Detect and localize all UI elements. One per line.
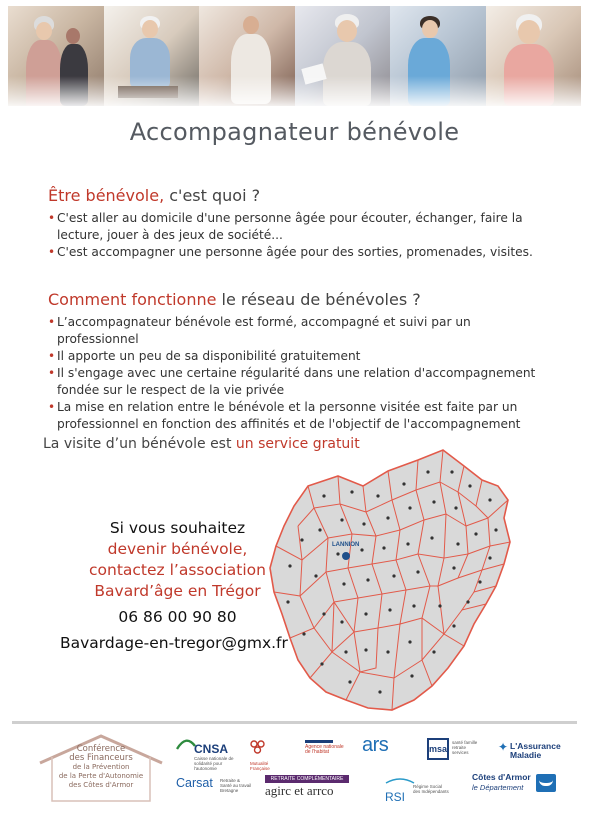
photo-card-game xyxy=(295,6,391,106)
lannion-marker xyxy=(342,552,350,560)
list-item: • Il s'engage avec une certaine régularité dans une relation d'accompagnement fondée sur le respect de la vie privée xyxy=(48,365,548,399)
rsi-swoosh-icon xyxy=(385,777,415,785)
list-item: • Il apporte un peu de sa disponibilité gratuitement xyxy=(48,348,548,365)
footer-divider xyxy=(12,721,577,724)
free-service-highlight: un service gratuit xyxy=(235,436,360,452)
photo-smiling-senior xyxy=(486,6,582,106)
contact-block xyxy=(55,518,300,652)
contact-email[interactable]: Bavardage-en-tregor@gmx.fr xyxy=(60,634,288,652)
rsi-logo: RSI Régime Social des Indépendants xyxy=(385,772,449,804)
conference-text: Conférence des Financeurs de la Prévention de la Perte d'Autonomie des Côtes d'Armor xyxy=(58,744,144,789)
photo-nurse xyxy=(390,6,486,106)
anah-logo: Agence nationale de l'habitat xyxy=(305,740,345,755)
contact-line-2: devenir bénévole, xyxy=(107,540,248,558)
mutualite-logo: Mutualité Française xyxy=(250,740,286,771)
photo-caregiver xyxy=(199,6,295,106)
contact-line-3: contactez l’association xyxy=(89,561,266,579)
heading-red-part: Être bénévole, xyxy=(48,186,165,205)
ars-logo: ars xyxy=(362,734,389,756)
photo-banner xyxy=(8,6,581,106)
list-item: • C'est accompagner une personne âgée pour des sorties, promenades, visites. xyxy=(48,244,548,261)
section-network-heading xyxy=(48,290,421,309)
conference-financeurs-logo xyxy=(38,733,164,805)
section-what-is-list xyxy=(48,210,548,261)
list-item: • C'est aller au domicile d'une personne âgée pour écouter, échanger, faire la lecture, jouer à des jeux de société... xyxy=(48,210,548,244)
contact-line-1: Si vous souhaitez xyxy=(109,519,246,537)
photo-walking-couple xyxy=(8,6,104,106)
section-network-list xyxy=(48,314,548,433)
assurance-maladie-icon: ✦ xyxy=(498,740,509,754)
agirc-arrco-logo: RETRAITE COMPLÉMENTAIRE agirc et arrco xyxy=(265,775,349,799)
section-what-is-volunteering-heading xyxy=(48,186,260,205)
tregor-map xyxy=(268,446,520,714)
mutualite-grapes-icon xyxy=(250,740,268,756)
list-item: • La mise en relation entre le bénévole et la personne visitée est faite par un professionnel en fonction des affinités et de l'objectif de l'accompagnement xyxy=(48,399,548,433)
page-title: Accompagnateur bénévole xyxy=(129,118,460,146)
list-item: • L’accompagnateur bénévole est formé, accompagné et suivi par un professionnel xyxy=(48,314,548,348)
heading-rest: le réseau de bénévoles ? xyxy=(216,290,421,309)
heading-red-part: Comment fonctionne xyxy=(48,290,217,309)
cnsa-swoosh-icon xyxy=(176,738,196,750)
photo-chess-game xyxy=(104,6,200,106)
lannion-label: LANNION xyxy=(332,542,360,548)
heading-rest: c'est quoi ? xyxy=(164,186,261,205)
contact-line-4: Bavard’âge en Trégor xyxy=(94,582,261,600)
visit-text: La visite d’un bénévole est xyxy=(43,436,236,452)
contact-phone[interactable]: 06 86 00 90 80 xyxy=(118,608,237,626)
cotes-armor-emblem-icon xyxy=(536,774,556,792)
